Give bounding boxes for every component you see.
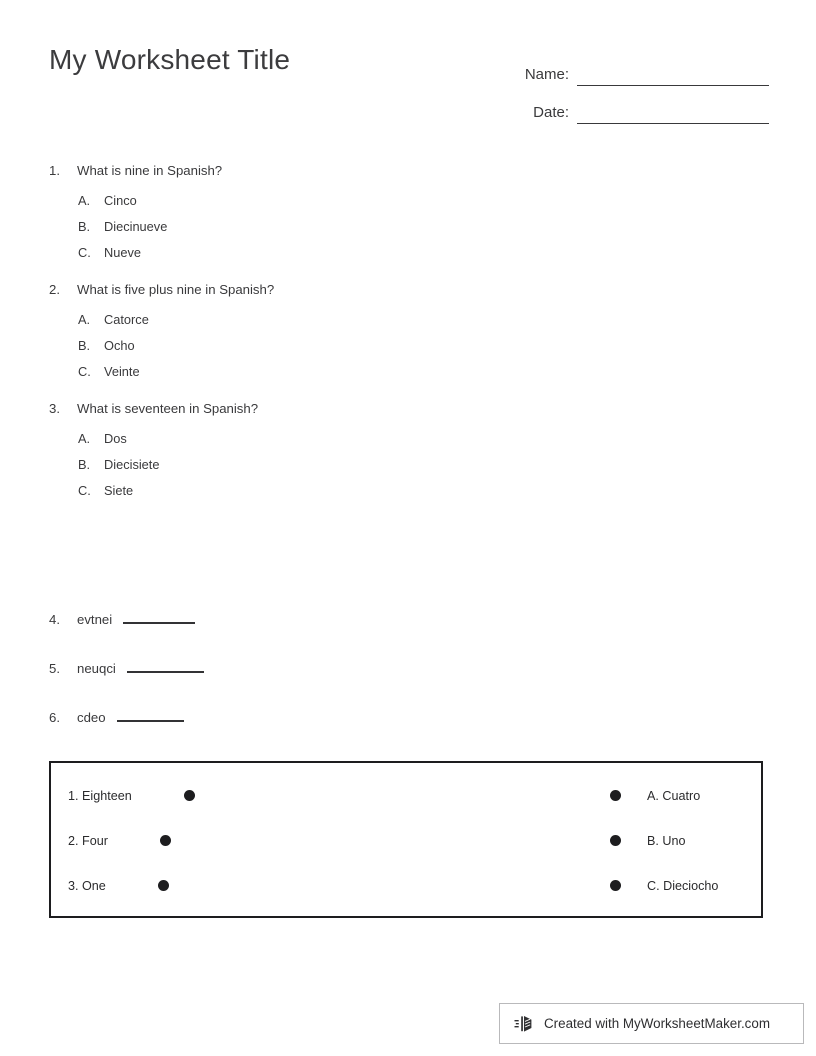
question-number: 3. [49,401,60,416]
answer-blank[interactable] [127,659,204,673]
unscramble-item [49,659,749,708]
question-item [49,163,749,260]
name-label: Name: [524,66,569,83]
matching-dot-right[interactable] [610,835,621,846]
item-number: 6. [49,710,60,725]
option-text: Catorce [104,312,149,327]
option-text: Diecisiete [104,457,160,472]
name-input-line[interactable] [577,67,769,86]
scrambled-word: evtnei [77,612,113,627]
option-letter: A. [78,312,91,327]
answer-options [78,312,749,379]
question-prompt [49,401,749,416]
attribution-text: Created with MyWorksheetMaker.com [544,1016,770,1031]
matching-exercise-box [49,761,763,918]
matching-row [51,818,761,863]
option-row[interactable] [78,193,749,208]
option-row[interactable] [78,431,749,446]
option-text: Veinte [104,364,140,379]
option-letter: B. [78,457,91,472]
question-text: What is five plus nine in Spanish? [77,282,275,297]
option-row[interactable] [78,483,749,498]
option-letter: B. [78,338,91,353]
option-letter: A. [78,193,91,208]
option-letter: C. [78,245,91,260]
matching-row [51,773,761,818]
matching-left-label: 3. One [68,878,106,893]
question-item [49,282,749,379]
option-text: Cinco [104,193,137,208]
matching-right-item[interactable] [406,879,761,893]
questions-section [49,163,749,520]
matching-right-item[interactable] [406,834,761,848]
matching-right-label: A. Cuatro [647,788,701,803]
question-prompt [49,163,749,178]
option-row[interactable] [78,338,749,353]
option-letter: C. [78,364,91,379]
matching-right-item[interactable] [406,789,761,803]
matching-left-item[interactable] [51,834,406,848]
option-row[interactable] [78,219,749,234]
question-text: What is seventeen in Spanish? [77,401,259,416]
option-letter: B. [78,219,91,234]
date-label: Date: [533,104,569,121]
question-number: 1. [49,163,60,178]
option-row[interactable] [78,245,749,260]
student-fields [499,48,769,124]
question-item [49,401,749,498]
matching-right-label: C. Dieciocho [647,878,719,893]
matching-left-item[interactable] [51,789,406,803]
option-letter: A. [78,431,91,446]
unscramble-item [49,708,749,757]
matching-right-label: B. Uno [647,833,686,848]
date-input-line[interactable] [577,105,769,124]
scrambled-word: cdeo [77,710,106,725]
option-text: Siete [104,483,134,498]
matching-dot-right[interactable] [610,880,621,891]
option-text: Diecinueve [104,219,168,234]
unscramble-section [49,610,749,757]
answer-blank[interactable] [117,708,184,722]
answer-options [78,431,749,498]
option-row[interactable] [78,312,749,327]
scrambled-word: neuqci [77,661,116,676]
matching-left-label: 2. Four [68,833,108,848]
matching-rows [51,763,761,916]
item-number: 4. [49,612,60,627]
worksheet-header [49,44,769,124]
option-text: Nueve [104,245,141,260]
matching-left-item[interactable] [51,879,406,893]
date-field-row [499,86,769,124]
name-field-row [499,48,769,86]
attribution-badge[interactable] [499,1003,804,1044]
option-text: Ocho [104,338,135,353]
question-prompt [49,282,749,297]
answer-blank[interactable] [123,610,195,624]
question-text: What is nine in Spanish? [77,163,223,178]
answer-options [78,193,749,260]
unscramble-item [49,610,749,659]
worksheet-maker-logo-icon [514,1013,536,1035]
option-row[interactable] [78,457,749,472]
matching-dot-left[interactable] [160,835,171,846]
question-number: 2. [49,282,60,297]
item-number: 5. [49,661,60,676]
matching-dot-left[interactable] [158,880,169,891]
option-text: Dos [104,431,127,446]
matching-left-label: 1. Eighteen [68,788,132,803]
option-letter: C. [78,483,91,498]
matching-dot-right[interactable] [610,790,621,801]
page-title: My Worksheet Title [49,44,291,75]
matching-row [51,863,761,908]
option-row[interactable] [78,364,749,379]
matching-dot-left[interactable] [184,790,195,801]
